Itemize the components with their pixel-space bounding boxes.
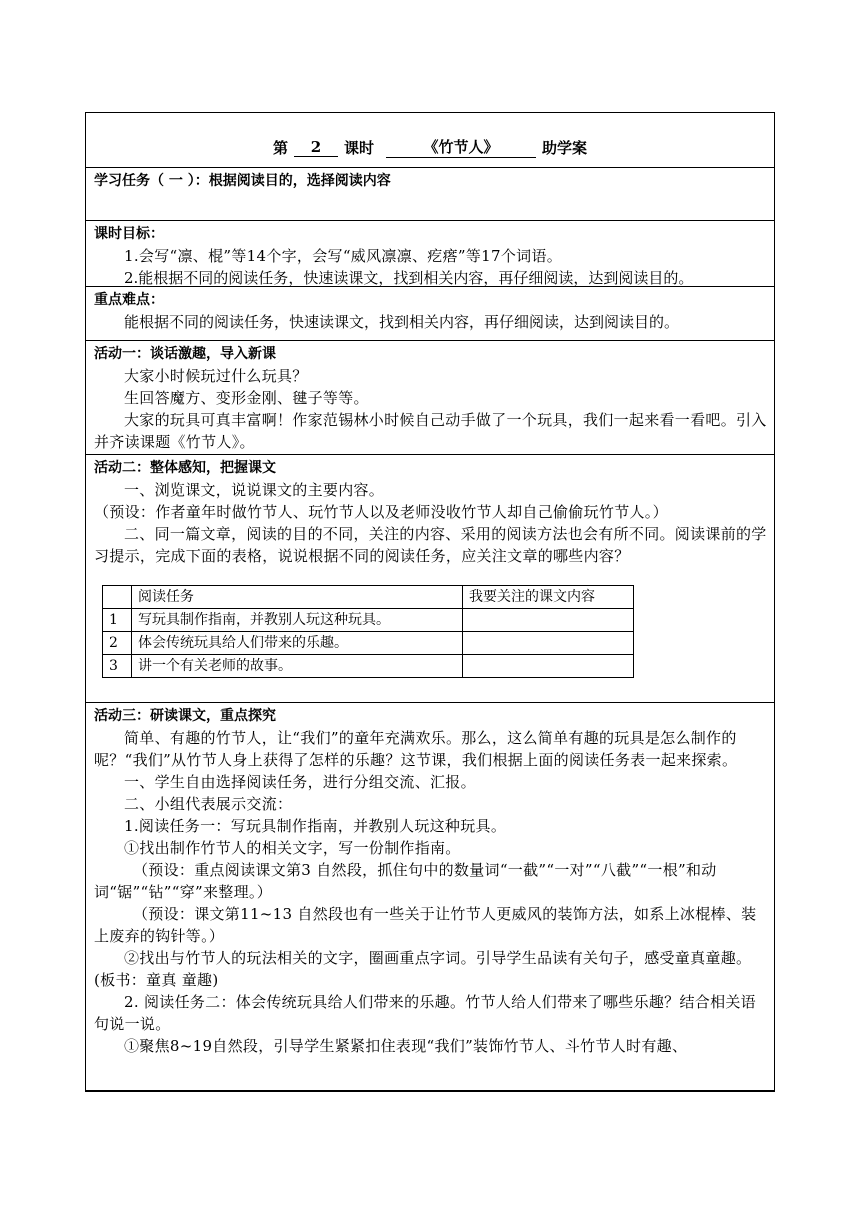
paragraph: 一、学生自由选择阅读任务，进行分组交流、汇报。: [124, 773, 476, 791]
table-cell: 写玩具制作指南，并教别人玩这种玩具。: [132, 609, 463, 632]
table-cell: 我要关注的课文内容: [463, 586, 634, 609]
reading-task-table: [102, 585, 634, 678]
paragraph: ②找出与竹节人的玩法相关的文字，圈画重点字词。引导学生品读有关句子，感受童真童趣。(板书：童真 童趣): [94, 949, 752, 989]
paragraph: 2. 阅读任务二：体会传统玩具给人们带来的乐趣。竹节人给人们带来了哪些乐趣？结合相关语句说一说。: [94, 993, 756, 1033]
table-cell: 体会传统玩具给人们带来的乐趣。: [132, 632, 463, 655]
table-cell: 2: [103, 632, 132, 655]
paragraph: （预设：课文第11~13 自然段也有一些关于让竹节人更威风的装饰方法，如系上冰棍棒、装上废弃的钩针等。）: [94, 905, 757, 945]
activity-3-heading: 活动三：研读课文，重点探究: [94, 708, 276, 724]
key-section: [86, 287, 774, 341]
table-cell: [463, 655, 634, 678]
table-cell: [103, 586, 132, 609]
table-cell: 阅读任务: [132, 586, 463, 609]
paragraph: ①找出制作竹节人的相关文字，写一份制作指南。: [124, 839, 461, 857]
task-heading: 学习任务（ 一 ）：根据阅读目的，选择阅读内容: [94, 173, 391, 189]
key-text: 能根据不同的阅读任务，快速读课文，找到相关内容，再仔细阅读，达到阅读目的。: [124, 313, 680, 331]
paragraph: 大家小时候玩过什么玩具？: [124, 367, 308, 385]
activity-1-heading: 活动一：谈话激趣，导入新课: [94, 346, 276, 362]
table-row: [103, 655, 634, 678]
title-mid: 课时: [343, 138, 374, 157]
paragraph: ①聚焦8~19自然段，引导学生紧紧扣住表现“我们”装饰竹节人、斗竹节人时有趣、: [124, 1037, 688, 1055]
table-cell: 1: [103, 609, 132, 632]
lesson-number: 2: [294, 138, 338, 157]
book-title: 《竹节人》: [386, 136, 536, 158]
table-row: [103, 632, 634, 655]
goals-heading: 课时目标：: [94, 226, 164, 242]
activity-2-heading: 活动二：整体感知，把握课文: [94, 460, 276, 476]
paragraph: 大家的玩具可真丰富啊！作家范锡林小时候自己动手做了一个玩具，我们一起来看一看吧。引入并齐读课题《竹节人》。: [94, 411, 767, 451]
title-suffix: 助学案: [542, 138, 588, 157]
table-row: [103, 609, 634, 632]
paragraph: （预设：重点阅读课文第3 自然段，抓住句中的数量词“一截”“一对”“八截”“一根”和动词“锯”“钻”“穿”来整理。）: [94, 861, 717, 901]
activity-2: [86, 455, 774, 703]
table-cell: [463, 609, 634, 632]
activity-1: [86, 341, 774, 455]
table-cell: 讲一个有关老师的故事。: [132, 655, 463, 678]
lesson-plan-table: [85, 112, 775, 1092]
paragraph: 一、浏览课文，说说课文的主要内容。: [124, 481, 385, 499]
paragraph: 简单、有趣的竹节人，让“我们”的童年充满欢乐。那么，这么简单有趣的玩具是怎么制作的呢？“我们”从竹节人身上获得了怎样的乐趣？这节课，我们根据上面的阅读任务表一起来探索。: [94, 729, 738, 769]
task-heading-row: [86, 168, 774, 221]
table-cell: [463, 632, 634, 655]
paragraph: 生回答魔方、变形金刚、毽子等等。: [124, 389, 369, 407]
page-title: [86, 113, 774, 168]
goal-item: 2.能根据不同的阅读任务，快速读课文，找到相关内容，再仔细阅读，达到阅读目的。: [124, 269, 694, 287]
table-header-row: [103, 586, 634, 609]
paragraph: 1.阅读任务一：写玩具制作指南，并教别人玩这种玩具。: [124, 817, 507, 835]
paragraph: 二、小组代表展示交流：: [124, 795, 293, 813]
table-cell: 3: [103, 655, 132, 678]
activity-3: [86, 703, 774, 1091]
title-prefix: 第: [272, 138, 288, 157]
key-heading: 重点难点：: [94, 292, 164, 308]
paragraph: 二、同一篇文章，阅读的目的不同，关注的内容、采用的阅读方法也会有所不同。阅读课前的学习提示，完成下面的表格，说说根据不同的阅读任务，应关注文章的哪些内容？: [94, 525, 767, 565]
goal-item: 1.会写“凛、棍”等14个字，会写“威风凛凛、疙瘩”等17个词语。: [124, 247, 563, 265]
paragraph: （预设：作者童年时做竹节人、玩竹节人以及老师没收竹节人却自己偷偷玩竹节人。）: [94, 503, 668, 521]
goals-section: [86, 221, 774, 287]
